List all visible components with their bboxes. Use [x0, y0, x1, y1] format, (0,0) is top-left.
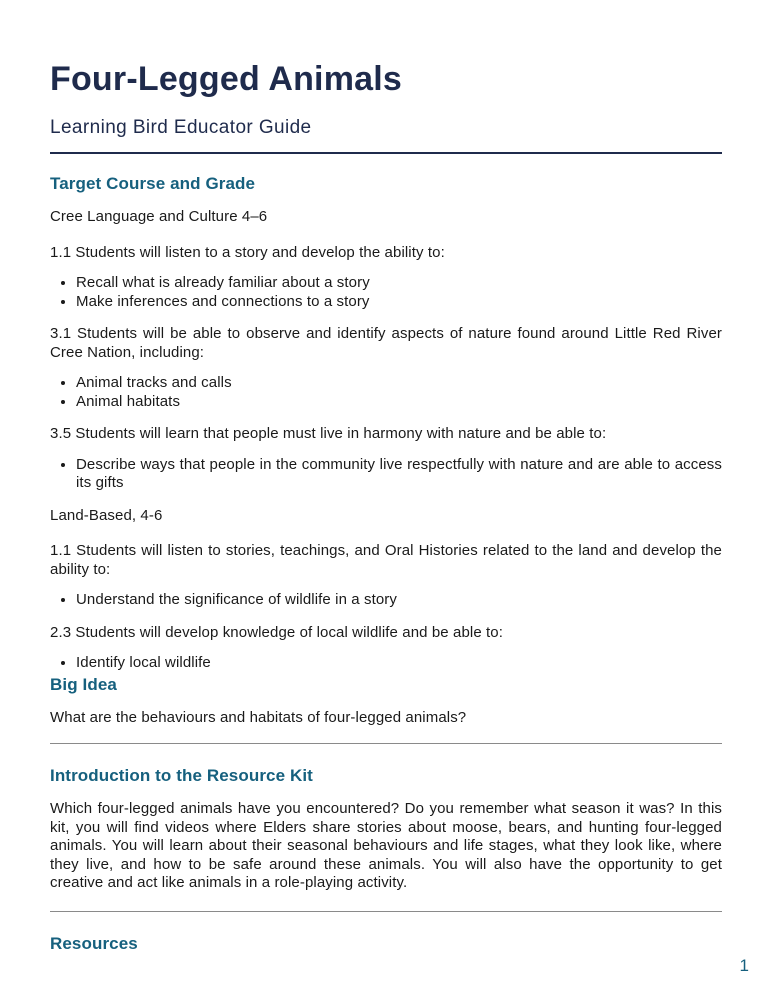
learning-outcome: 3.1 Students will be able to observe and identify aspects of nature found around Little Red River Cree Nation, including:: [50, 325, 722, 361]
bullet-item: • Describe ways that people in the community live respectfully with nature and are able to access its gifts: [76, 456, 722, 493]
header-divider: [50, 152, 722, 154]
section-resources: [50, 934, 722, 954]
outcome-bullet-list: [50, 591, 722, 610]
course-name: Land-Based, 4-6: [50, 506, 163, 524]
outcome-bullet-list: [50, 654, 722, 673]
outcome-bullet-list: [50, 374, 722, 411]
bullet-item: • Animal habitats: [76, 393, 722, 412]
introduction-heading: Introduction to the Resource Kit: [50, 766, 313, 785]
resources-heading: Resources: [50, 933, 138, 953]
outcome-bullet-list: [50, 274, 722, 311]
section-introduction: [50, 766, 722, 893]
section-divider: [50, 911, 722, 912]
section-big-idea: [50, 675, 722, 728]
document-header: [50, 60, 722, 154]
document-content: [50, 60, 722, 954]
section-divider: [50, 743, 722, 744]
bullet-item: • Animal tracks and calls: [76, 374, 722, 393]
bullet-item: • Recall what is already familiar about a story: [76, 274, 722, 293]
section-target-course: [50, 174, 722, 673]
big-idea-heading: Big Idea: [50, 674, 117, 694]
big-idea-text: What are the behaviours and habitats of four-legged animals?: [50, 708, 467, 726]
outcome-bullet-list: [50, 456, 722, 493]
introduction-text: Which four-legged animals have you encountered? Do you remember what season it was? In this kit, you will find videos where Elders share stories about moose, bears, and hunting four-legged animals. You will learn about their seasonal behaviours and life stages, what they look like, where they live, and how to be safe around these animals. You will also have the opportunity to get creative and act like animals in a role-playing activity.: [50, 800, 722, 891]
page-number: 1: [739, 956, 749, 975]
learning-outcome: 2.3 Students will develop knowledge of local wildlife and be able to:: [50, 623, 504, 641]
target-course-heading: Target Course and Grade: [50, 174, 256, 193]
course-name: Cree Language and Culture 4–6: [50, 208, 268, 225]
bullet-item: • Make inferences and connections to a story: [76, 293, 722, 312]
learning-outcome: 3.5 Students will learn that people must live in harmony with nature and be able to:: [50, 425, 607, 442]
page-title: Four-Legged Animals: [50, 60, 403, 98]
learning-outcome: 1.1 Students will listen to stories, teachings, and Oral Histories related to the land and develop the ability to:: [50, 542, 722, 578]
bullet-item: • Understand the significance of wildlife in a story: [76, 591, 722, 610]
page-subtitle: Learning Bird Educator Guide: [50, 117, 312, 138]
bullet-item: • Identify local wildlife: [76, 654, 722, 673]
learning-outcome: 1.1 Students will listen to a story and develop the ability to:: [50, 243, 445, 261]
